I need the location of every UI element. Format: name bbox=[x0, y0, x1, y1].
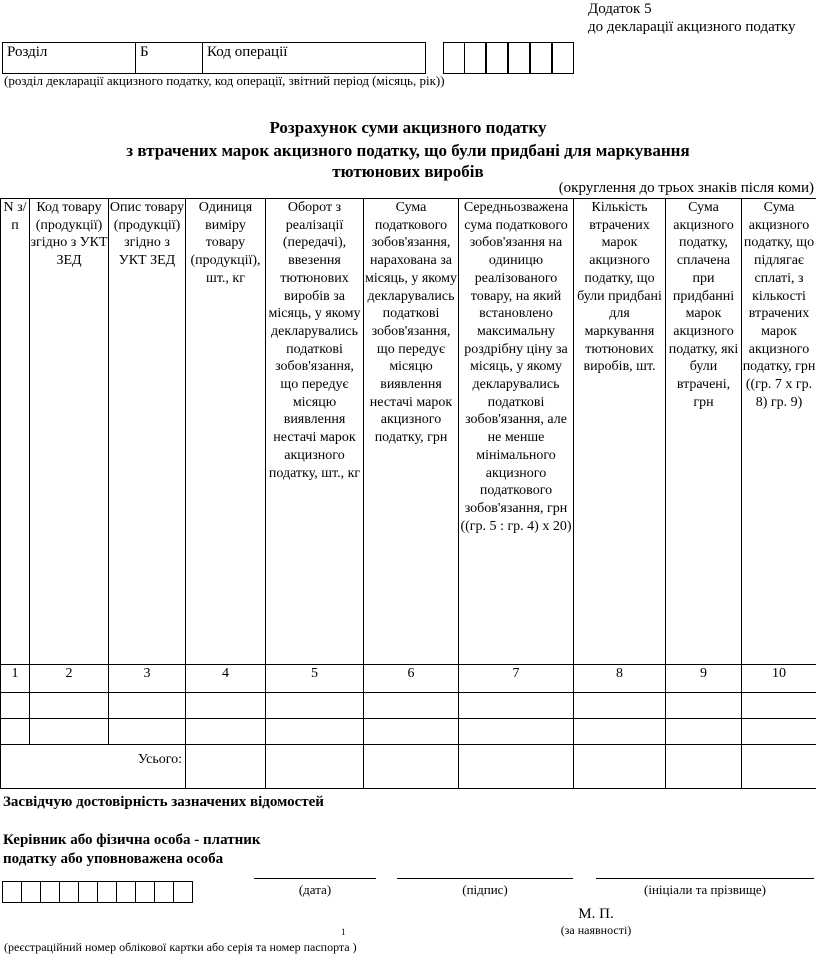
total-cell[interactable] bbox=[666, 745, 742, 789]
column-number: 1 bbox=[1, 665, 30, 693]
total-cell[interactable] bbox=[266, 745, 364, 789]
table-cell[interactable] bbox=[574, 719, 666, 745]
header-cell: Сума акцизного податку, що підлягає сплаті, з кількості втрачених марок акцизного податку, грн ((гр. 7 х гр. 8) гр. 9) bbox=[742, 199, 816, 665]
header-cell: Кількість втрачених марок акцизного податку, що були придбані для маркування тютюнових виробів, шт. bbox=[574, 199, 666, 665]
column-number: 9 bbox=[666, 665, 742, 693]
total-row bbox=[1, 745, 816, 789]
period-box[interactable] bbox=[443, 42, 465, 74]
registration-box[interactable] bbox=[116, 881, 136, 903]
page-title-line1: Розрахунок суми акцизного податку bbox=[269, 118, 547, 137]
section-value-field[interactable]: Б bbox=[135, 42, 203, 74]
registration-box[interactable] bbox=[21, 881, 41, 903]
table-row bbox=[1, 693, 816, 719]
registration-box[interactable] bbox=[2, 881, 22, 903]
table-cell[interactable] bbox=[1, 693, 30, 719]
period-box[interactable] bbox=[486, 42, 508, 74]
name-caption: (ініціали та прізвище) bbox=[644, 882, 766, 897]
registration-box[interactable] bbox=[97, 881, 117, 903]
signer-line1: Керівник або фізична особа - платник bbox=[3, 832, 261, 848]
registration-box[interactable] bbox=[154, 881, 174, 903]
registration-box[interactable] bbox=[135, 881, 155, 903]
table-cell[interactable] bbox=[574, 693, 666, 719]
table-cell[interactable] bbox=[109, 693, 186, 719]
column-number-row bbox=[1, 665, 816, 693]
header-cell: Опис товару (продукції) згідно з УКТ ЗЕД bbox=[109, 199, 186, 665]
header-cell: Оборот з реалізації (передачі), ввезення тютюнових виробів за місяць, у якому декларувались податкові зобов'язання, що передує місяцю виявлення нестачі марок акцизного податку, шт., кг bbox=[266, 199, 364, 665]
table-cell[interactable] bbox=[742, 719, 816, 745]
stamp-mark: М. П. bbox=[578, 906, 614, 922]
certification-statement: Засвідчую достовірність зазначених відомостей bbox=[3, 794, 324, 810]
operation-code-label: Код операції bbox=[202, 42, 310, 74]
total-cell[interactable] bbox=[742, 745, 816, 789]
header-cell: Одиниця виміру товару (продукції), шт., кг bbox=[186, 199, 266, 665]
total-cell[interactable] bbox=[186, 745, 266, 789]
section-label-field: Розділ bbox=[2, 42, 136, 74]
stamp-note: (за наявності) bbox=[560, 923, 632, 937]
table-row bbox=[1, 719, 816, 745]
table-cell[interactable] bbox=[186, 693, 266, 719]
header-note: (розділ декларації акцизного податку, код операції, звітний період (місяць, рік)) bbox=[4, 73, 445, 88]
table-cell[interactable] bbox=[266, 693, 364, 719]
registration-box[interactable] bbox=[40, 881, 60, 903]
header-cell: Середньозважена сума податкового зобов'язання на одиницю реалізованого товару, на який встановлено максимальну роздрібну ціну за місяць, у якому декларувались податкові зобов'язання, але не менше мінімального акцизного податкового зобов'язання, грн ((гр. 5 : гр. 4) х 20) bbox=[459, 199, 574, 665]
appendix-reference: до декларації акцизного податку bbox=[588, 19, 796, 35]
header-cell: Сума податкового зобов'язання, нарахована за місяць, у якому декларувались податкові зобов'язання, що передує місяцю виявлення нестачі марок акцизного податку, грн bbox=[364, 199, 459, 665]
column-number: 3 bbox=[109, 665, 186, 693]
signature-caption: (підпис) bbox=[462, 882, 508, 897]
column-number: 7 bbox=[459, 665, 574, 693]
appendix-number: Додаток 5 bbox=[588, 1, 652, 17]
period-box[interactable] bbox=[530, 42, 552, 74]
registration-box[interactable] bbox=[78, 881, 98, 903]
table-cell[interactable] bbox=[266, 719, 364, 745]
date-caption: (дата) bbox=[298, 882, 332, 897]
footnote-mark: 1 bbox=[341, 927, 346, 937]
table-cell[interactable] bbox=[186, 719, 266, 745]
period-box[interactable] bbox=[464, 42, 486, 74]
header-cell: Сума акцизного податку, сплачена при придбанні марок акцизного податку, які були втрачені, грн bbox=[666, 199, 742, 665]
column-number: 6 bbox=[364, 665, 459, 693]
total-cell[interactable] bbox=[459, 745, 574, 789]
total-cell[interactable] bbox=[364, 745, 459, 789]
calculation-table bbox=[0, 198, 816, 789]
total-label: Усього: bbox=[1, 745, 186, 789]
table-cell[interactable] bbox=[742, 693, 816, 719]
page-title-line2: з втрачених марок акцизного податку, що були придбані для маркування bbox=[126, 141, 690, 160]
table-cell[interactable] bbox=[459, 719, 574, 745]
date-line[interactable] bbox=[254, 878, 376, 879]
total-cell[interactable] bbox=[574, 745, 666, 789]
table-cell[interactable] bbox=[666, 719, 742, 745]
table-cell[interactable] bbox=[1, 719, 30, 745]
column-number: 10 bbox=[742, 665, 816, 693]
table-cell[interactable] bbox=[30, 719, 109, 745]
appendix-header bbox=[588, 0, 795, 36]
signature-line[interactable] bbox=[397, 878, 573, 879]
table-cell[interactable] bbox=[109, 719, 186, 745]
registration-note: (реєстраційний номер облікової картки або серія та номер паспорта ) bbox=[4, 940, 357, 954]
column-number: 2 bbox=[30, 665, 109, 693]
page-title-line3: тютюнових виробів bbox=[332, 162, 484, 181]
column-number: 5 bbox=[266, 665, 364, 693]
registration-box[interactable] bbox=[173, 881, 193, 903]
table-cell[interactable] bbox=[666, 693, 742, 719]
period-box[interactable] bbox=[508, 42, 530, 74]
table-cell[interactable] bbox=[30, 693, 109, 719]
name-line[interactable] bbox=[596, 878, 814, 879]
header-cell: Код товару (продукції) згідно з УКТ ЗЕД bbox=[30, 199, 109, 665]
registration-box[interactable] bbox=[59, 881, 79, 903]
table-cell[interactable] bbox=[459, 693, 574, 719]
table-cell[interactable] bbox=[364, 693, 459, 719]
column-number: 4 bbox=[186, 665, 266, 693]
rounding-note: (округлення до трьох знаків після коми) bbox=[558, 180, 814, 196]
signer-line2: податку або уповноважена особа bbox=[3, 851, 224, 867]
column-number: 8 bbox=[574, 665, 666, 693]
operation-code-field[interactable] bbox=[308, 42, 426, 74]
header-row bbox=[1, 199, 816, 665]
table-cell[interactable] bbox=[364, 719, 459, 745]
header-cell: N з/п bbox=[1, 199, 30, 665]
period-box[interactable] bbox=[552, 42, 574, 74]
